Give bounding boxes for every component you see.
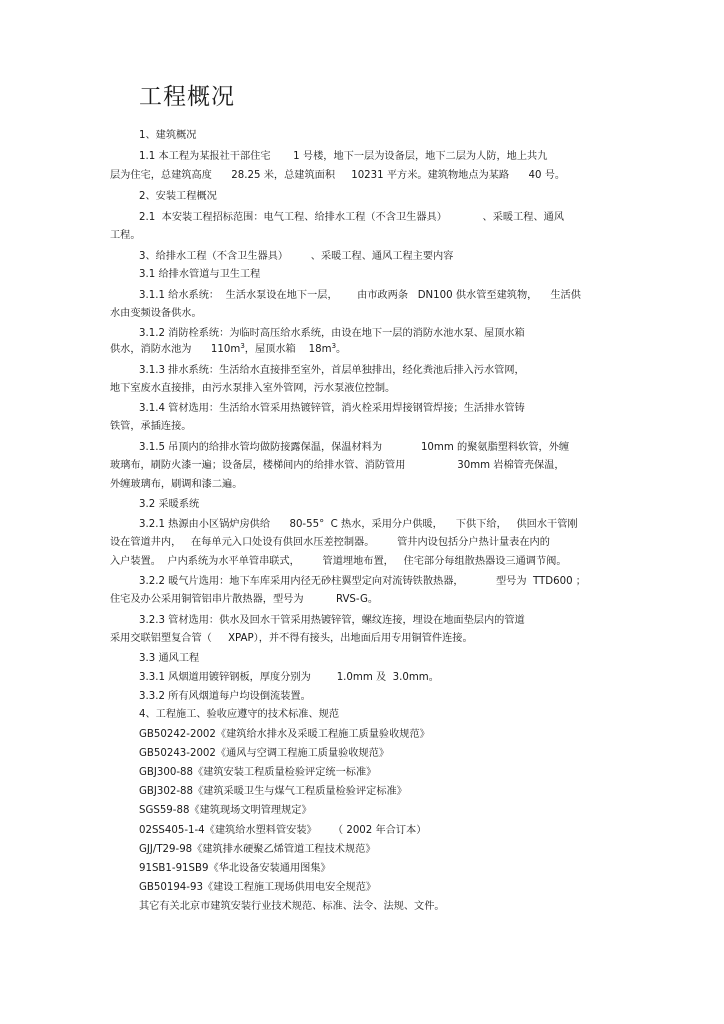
paragraph-line: 3.2.2 暖气片选用：地下车库采用内径无砂柱翼型定向对流铸铁散热器， 型号为 TTD600 ；	[139, 576, 586, 587]
page-title: 工程概况	[139, 84, 235, 110]
paragraph-line: 1.1 本工程为某报社干部住宅 1 号楼，地下一层为设备层，地下二层为人防，地上共九	[139, 151, 548, 162]
paragraph-line: 3.1.2 消防栓系统：为临时高压给水系统，由设在地下一层的消防水池水泵、屋顶水箱	[139, 328, 525, 339]
paragraph-line: 3.1.1 给水系统： 生活水泵设在地下一层， 由市政两条 DN100 供水管至建筑物， 生活供	[139, 290, 581, 301]
fire-supply-prefix: 供水，消防水池为 110m	[110, 344, 241, 355]
standard-item: GBJ302-88《建筑采暖卫生与煤气工程质量检验评定标准》	[139, 786, 407, 797]
paragraph-line: 入户装置。 户内系统为水平单管串联式， 管道埋地布置， 住宅部分每组散热器设三通调节阀。	[110, 556, 567, 567]
section-heading: 2、安装工程概况	[139, 191, 217, 202]
subsection-heading: 3.2 采暖系统	[139, 499, 200, 510]
section-heading: 1、建筑概况	[139, 130, 197, 141]
paragraph-line: 3.3.2 所有风烟道每户均设倒流装置。	[139, 691, 311, 702]
paragraph-line: 3.1.4 管材选用：生活给水管采用热镀锌管，消火栓采用焊接钢管焊接；生活排水管铸	[139, 403, 525, 414]
paragraph-line: 玻璃布，刷防火漆一遍；设备层，楼梯间内的给排水管、消防管用 30mm 岩棉管壳保温，	[110, 460, 565, 471]
standard-item: 02SS405-1-4《建筑给水塑料管安装》 （ 2002 年合订本）	[139, 825, 427, 836]
standard-item: 其它有关北京市建筑安装行业技术规范、标准、法令、法规、文件。	[139, 901, 445, 912]
subsection-heading: 3.1 给排水管道与卫生工程	[139, 269, 261, 280]
standard-item: GB50243-2002《通风与空调工程施工质量验收规范》	[139, 748, 390, 759]
subsection-heading: 3.3 通风工程	[139, 653, 200, 664]
superscript-cubed: 3	[331, 342, 337, 350]
standard-item: GBJ300-88《建筑安装工程质量检验评定统一标准》	[139, 767, 377, 778]
paragraph-line: 3.1.5 吊顶内的给排水管均做防接露保温，保温材料为 10mm 的聚氨脂塑料软管，外缠	[139, 442, 570, 453]
paragraph-line: 2.1 本安装工程招标范围：电气工程、给排水工程（不含卫生器具） 、采暖工程、通风	[139, 212, 565, 223]
superscript-cubed: 3	[240, 342, 245, 350]
paragraph-line: 水由变频设备供水。	[110, 308, 202, 319]
section-heading: 4、工程施工、验收应遵守的技术标准、规范	[139, 709, 340, 720]
standard-item: GB50242-2002《建筑给水排水及采暖工程施工质量验收规范》	[139, 729, 430, 740]
standard-item: GJJ/T29-98《建筑排水硬聚乙烯管道工程技术规范》	[139, 844, 376, 855]
paragraph-line: 3.2.1 热源由小区锅炉房供给 80-55° C 热水，采用分户供暖， 下供下给， 供回水干管刚	[139, 519, 578, 530]
paragraph-line: 3.2.3 管材选用：供水及回水干管采用热镀锌管，螺纹连接，埋设在地面垫层内的管道	[139, 615, 525, 626]
paragraph-line: 住宅及办公采用铜管铝串片散热器，型号为 RVS-G。	[110, 594, 379, 605]
section-heading: 3、给排水工程（不含卫生器具） 、采暖工程、通风工程主要内容	[139, 251, 454, 262]
paragraph-line: 地下室废水直接排，由污水泵排入室外管网，污水泵液位控制。	[110, 383, 396, 394]
paragraph-line: 层为住宅，总建筑高度 28.25 米，总建筑面积 10231 平方米。建筑物地点为某路 40 号。	[110, 170, 566, 181]
fire-supply-middle: ，屋顶水箱 18m	[244, 344, 332, 355]
paragraph-line: 工程。	[110, 230, 141, 241]
standard-item: GB50194-93《建设工程施工现场供用电安全规范》	[139, 882, 377, 893]
paragraph-line	[110, 343, 346, 357]
paragraph-line: 3.3.1 风烟道用镀锌钢板，厚度分别为 1.0mm 及 3.0mm。	[139, 672, 439, 683]
paragraph-line: 3.1.3 排水系统：生活给水直接排至室外，首层单独排出，经化粪池后排入污水管网，	[139, 365, 525, 376]
paragraph-line: 设在管道井内， 在每单元入口处设有供回水压差控制器。 管井内设包括分户热计量表在内的	[110, 537, 550, 548]
paragraph-line: 铁管，承插连接。	[110, 421, 192, 432]
fire-supply-suffix: 。	[336, 344, 347, 355]
standard-item: 91SB1-91SB9《华北设备安装通用图集》	[139, 863, 331, 874]
paragraph-line: 采用交联铝塑复合管（ XPAP），并不得有接头，出地面后用专用铜管件连接。	[110, 633, 473, 644]
paragraph-line: 外缠玻璃布，刷调和漆二遍。	[110, 479, 243, 490]
standard-item: SGS59-88《建筑现场文明管理规定》	[139, 805, 312, 816]
